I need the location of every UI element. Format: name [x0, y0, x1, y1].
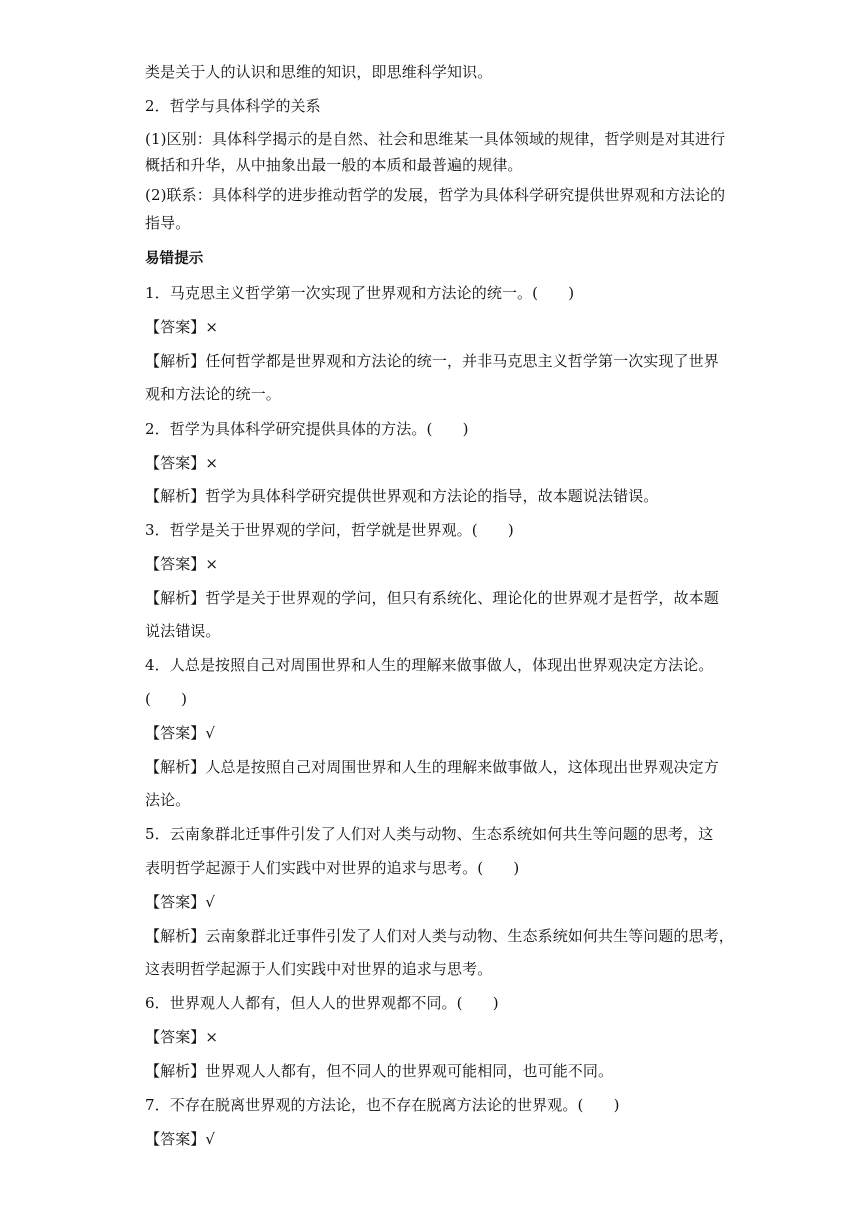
answer-3: 【答案】× — [145, 555, 219, 573]
explanation-4-line-2: 法论。 — [145, 791, 191, 809]
answer-5: 【答案】√ — [145, 893, 216, 911]
question-7: 7．不存在脱离世界观的方法论，也不存在脱离方法论的世界观。( ) — [145, 1096, 620, 1114]
explanation-3-line-2: 说法错误。 — [145, 622, 221, 640]
intro-heading-2: 2．哲学与具体科学的关系 — [145, 97, 321, 115]
explanation-6-line-1: 【解析】世界观人人都有，但不同人的世界观可能相同，也可能不同。 — [145, 1062, 614, 1080]
explanation-4-line-1: 【解析】人总是按照自己对周围世界和人生的理解来做事做人，这体现出世界观决定方 — [145, 758, 719, 776]
intro-line-1: 类是关于人的认识和思维的知识，即思维科学知识。 — [145, 63, 493, 81]
question-1: 1．马克思主义哲学第一次实现了世界观和方法论的统一。( ) — [145, 284, 575, 302]
question-4-cont: ( ) — [145, 690, 188, 708]
explanation-2-line-1: 【解析】哲学为具体科学研究提供世界观和方法论的指导，故本题说法错误。 — [145, 487, 659, 505]
explanation-1-line-1: 【解析】任何哲学都是世界观和方法论的统一，并非马克思主义哲学第一次实现了世界 — [145, 352, 719, 370]
intro-line-connection-cont: 指导。 — [145, 214, 191, 232]
intro-line-distinction: (1)区别：具体科学揭示的是自然、社会和思维某一具体领域的规律，哲学则是对其进行 — [145, 130, 726, 148]
explanation-1-line-2: 观和方法论的统一。 — [145, 385, 281, 403]
question-5-cont: 表明哲学起源于人们实践中对世界的追求与思考。( ) — [145, 859, 520, 877]
question-5: 5．云南象群北迁事件引发了人们对人类与动物、生态系统如何共生等问题的思考，这 — [145, 825, 714, 843]
question-2: 2．哲学为具体科学研究提供具体的方法。( ) — [145, 420, 469, 438]
explanation-5-line-2: 这表明哲学起源于人们实践中对世界的追求与思考。 — [145, 960, 493, 978]
answer-1: 【答案】× — [145, 318, 219, 336]
question-6: 6．世界观人人都有，但人人的世界观都不同。( ) — [145, 994, 499, 1012]
intro-line-connection: (2)联系：具体科学的进步推动哲学的发展，哲学为具体科学研究提供世界观和方法论的 — [145, 186, 726, 204]
answer-7: 【答案】√ — [145, 1130, 216, 1148]
answer-6: 【答案】× — [145, 1028, 219, 1046]
question-3: 3．哲学是关于世界观的学问，哲学就是世界观。( ) — [145, 521, 514, 539]
section-title: 易错提示 — [145, 251, 204, 267]
question-4: 4．人总是按照自己对周围世界和人生的理解来做事做人，体现出世界观决定方法论。 — [145, 656, 714, 674]
answer-2: 【答案】× — [145, 454, 219, 472]
answer-4: 【答案】√ — [145, 724, 216, 742]
explanation-3-line-1: 【解析】哲学是关于世界观的学问，但只有系统化、理论化的世界观才是哲学，故本题 — [145, 589, 719, 607]
explanation-5-line-1: 【解析】云南象群北迁事件引发了人们对人类与动物、生态系统如何共生等问题的思考， — [145, 927, 734, 945]
intro-line-distinction-cont: 概括和升华，从中抽象出最一般的本质和最普遍的规律。 — [145, 156, 523, 174]
